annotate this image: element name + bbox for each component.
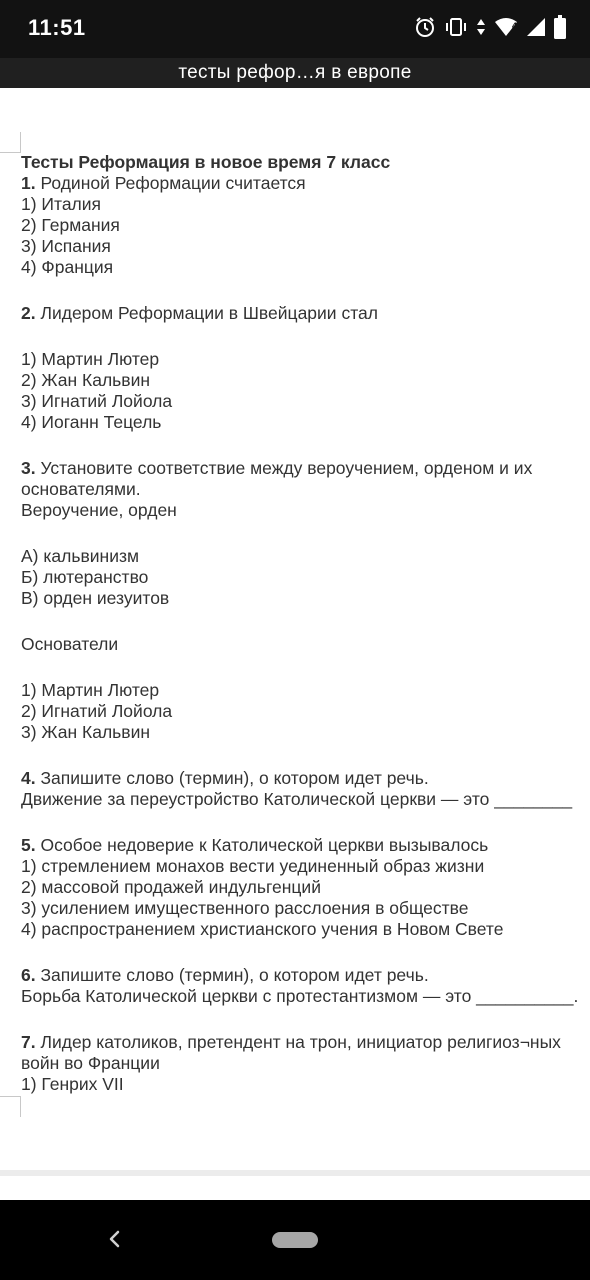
wifi-icon (494, 16, 518, 43)
founder-item: 2) Игнатий Лойола (21, 701, 173, 721)
battery-icon (554, 15, 566, 44)
answer-option: 4) Иоганн Тецель (21, 412, 162, 432)
next-page-edge (0, 1176, 590, 1200)
question-3: 3. Установите соответствие между вероучением, орденом и их (21, 458, 533, 478)
match-item: В) орден иезуитов (21, 588, 170, 608)
back-icon[interactable] (100, 1224, 130, 1254)
question-6: 6. Запишите слово (термин), о котором идет речь. (21, 965, 429, 985)
alarm-icon (414, 16, 436, 43)
question-1: 1. Родиной Реформации считается (21, 173, 306, 193)
answer-option: 4) распространением христианского учения в Новом Свете (21, 919, 504, 939)
document-content (21, 152, 590, 1095)
answer-option: 3) Игнатий Лойола (21, 391, 173, 411)
match-item: А) кальвинизм (21, 546, 140, 566)
subheading-founders: Основатели (21, 634, 119, 654)
answer-option: 1) Генрих VII (21, 1074, 124, 1094)
status-bar (0, 0, 590, 58)
founder-item: 3) Жан Кальвин (21, 722, 151, 742)
network-badge: 4 (511, 20, 517, 31)
document-view[interactable] (0, 88, 590, 1170)
answer-option: 3) Испания (21, 236, 111, 256)
document-heading: Тесты Реформация в новое время 7 класс (21, 152, 391, 172)
question-3-continued: основателями. (21, 479, 141, 499)
question-5: 5. Особое недоверие к Католической церкви вызывалось (21, 835, 489, 855)
match-item: Б) лютеранство (21, 567, 149, 587)
document-title: тесты рефор…я в европе (178, 62, 412, 83)
answer-option: 2) массовой продажей индульгенций (21, 877, 321, 897)
signal-icon (526, 16, 546, 43)
answer-option: 4) Франция (21, 257, 114, 277)
home-pill-icon[interactable] (272, 1232, 318, 1248)
answer-option: 1) Мартин Лютер (21, 349, 160, 369)
navigation-bar (0, 1200, 590, 1280)
page-corner-mark-top (0, 132, 21, 153)
data-arrows-icon (476, 16, 486, 43)
question-7: 7. Лидер католиков, претендент на трон, инициатор религиоз¬ных (21, 1032, 561, 1052)
page-corner-mark-bottom (0, 1096, 21, 1117)
document-title-bar[interactable] (0, 58, 590, 88)
question-6-prompt: Борьба Католической церкви с протестантизмом — это __________. (21, 986, 579, 1006)
question-7-continued: войн во Франции (21, 1053, 160, 1073)
question-2: 2. Лидером Реформации в Швейцарии стал (21, 303, 378, 323)
answer-option: 1) Италия (21, 194, 102, 214)
founder-item: 1) Мартин Лютер (21, 680, 160, 700)
answer-option: 2) Жан Кальвин (21, 370, 151, 390)
answer-option: 3) усилением имущественного расслоения в обществе (21, 898, 469, 918)
question-4: 4. Запишите слово (термин), о котором идет речь. (21, 768, 429, 788)
question-4-prompt: Движение за переустройство Католической церкви — это ________ (21, 789, 573, 809)
vibrate-icon (444, 16, 468, 43)
subheading-doctrine: Вероучение, орден (21, 500, 177, 520)
status-time: 11:51 (28, 15, 86, 40)
status-icons (414, 16, 566, 42)
answer-option: 1) стремлением монахов вести уединенный образ жизни (21, 856, 485, 876)
answer-option: 2) Германия (21, 215, 120, 235)
